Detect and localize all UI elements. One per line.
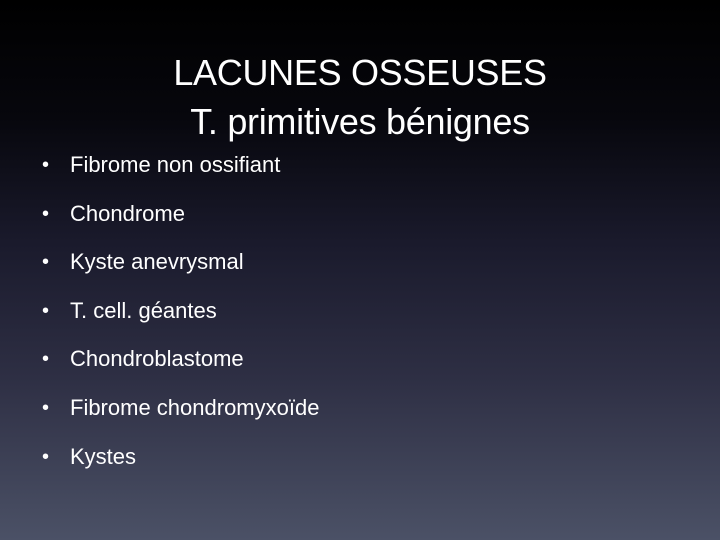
bullet-text: T. cell. géantes — [70, 297, 217, 323]
bullet-item — [42, 149, 319, 198]
bullet-text: Kystes — [70, 443, 137, 469]
bullet-dot: • — [42, 202, 50, 225]
bullet-text: Kyste anevrysmal — [70, 249, 244, 275]
bullet-dot: • — [42, 154, 50, 176]
bullet-text: Chondroblastome — [70, 346, 244, 372]
bullet-dot: • — [42, 348, 50, 371]
slide-title — [0, 48, 720, 146]
title-line-2: T. primitives bénignes — [190, 101, 530, 142]
bullet-item — [42, 441, 319, 490]
bullet-item — [42, 343, 319, 392]
bullet-list — [42, 149, 319, 489]
bullet-text: Fibrome chondromyxoïde — [70, 394, 320, 420]
bullet-text: Chondrome — [70, 200, 185, 226]
bullet-dot: • — [42, 251, 50, 274]
bullet-item — [42, 295, 319, 344]
bullet-dot: • — [42, 396, 50, 419]
bullet-item — [42, 392, 319, 441]
bullet-text: Fibrome non ossifiant — [70, 152, 281, 177]
bullet-item — [42, 246, 319, 295]
bullet-item — [42, 198, 319, 247]
bullet-dot: • — [42, 299, 50, 322]
bullet-dot: • — [42, 445, 50, 468]
title-line-1: LACUNES OSSEUSES — [173, 52, 547, 93]
